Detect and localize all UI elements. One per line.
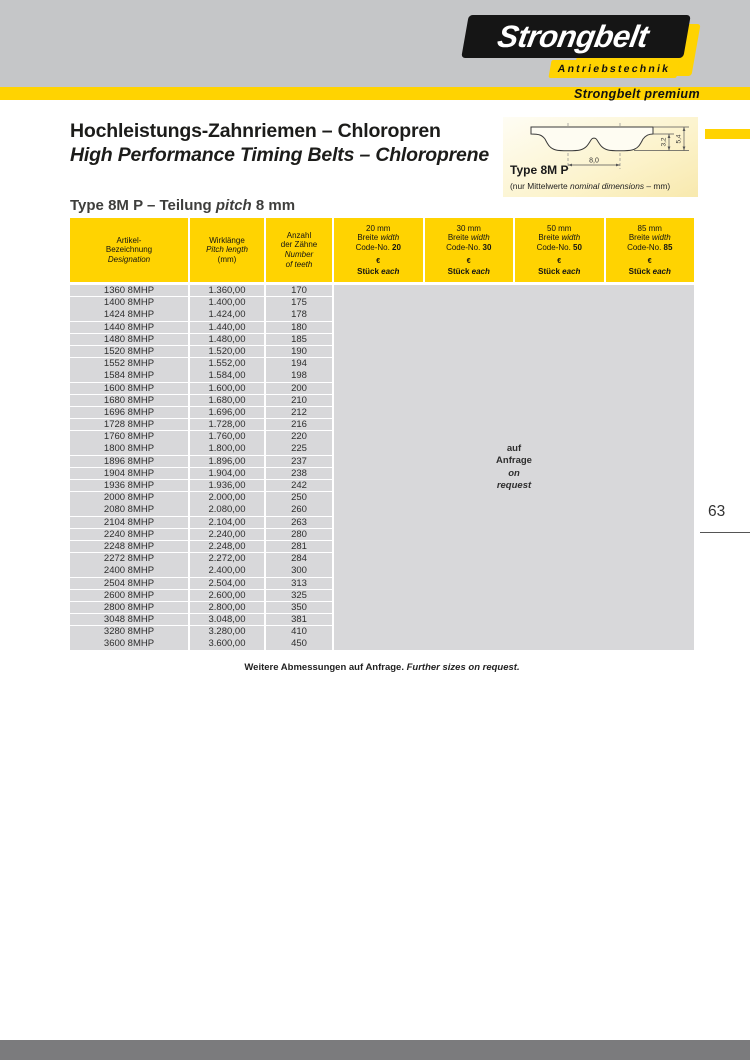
cell-pitch-length: 1.696,00 <box>190 407 264 418</box>
premium-banner <box>0 87 750 100</box>
cell-pitch-length: 1.896,00 <box>190 456 264 467</box>
belt-note-prefix: (nur Mittelwerte <box>510 181 571 191</box>
header-cell: 20 mm Breite width Code-No. 20 € Stück each <box>334 218 423 282</box>
cell-teeth: 410 <box>266 626 332 637</box>
footer-note-de: Weitere Abmessungen auf Anfrage. <box>244 662 407 673</box>
belt-note-suffix: – mm) <box>644 181 671 191</box>
header-band <box>0 0 750 88</box>
cell-pitch-length: 1.584,00 <box>190 370 264 381</box>
cell-designation: 1440 8MHP <box>70 322 188 333</box>
dim-total-height-label: 5,4 <box>675 134 683 144</box>
cell-pitch-length: 1.680,00 <box>190 395 264 406</box>
brand-logo <box>461 15 691 58</box>
section-heading-suffix: 8 mm <box>251 197 296 214</box>
price-table-body <box>70 285 694 651</box>
cell-teeth: 198 <box>266 370 332 381</box>
cell-pitch-length: 2.400,00 <box>190 565 264 576</box>
cell-designation: 1936 8MHP <box>70 480 188 491</box>
cell-designation: 2504 8MHP <box>70 578 188 589</box>
header-cell: Anzahl der Zähne Number of teeth <box>266 218 332 282</box>
cell-pitch-length: 1.552,00 <box>190 358 264 369</box>
header-cell: Artikel- Bezeichnung Designation <box>70 218 188 282</box>
cell-teeth: 200 <box>266 383 332 394</box>
premium-banner-text: Strongbelt premium <box>574 86 700 101</box>
cell-teeth: 450 <box>266 638 332 649</box>
cell-teeth: 300 <box>266 565 332 576</box>
cell-designation: 3048 8MHP <box>70 614 188 625</box>
header-cell: 85 mm Breite width Code-No. 85 € Stück each <box>606 218 695 282</box>
logo-subtitle-band <box>548 60 679 78</box>
page-number: 63 <box>708 503 726 520</box>
cell-teeth: 237 <box>266 456 332 467</box>
cell-pitch-length: 1.520,00 <box>190 346 264 357</box>
table-header-row <box>70 218 694 282</box>
cell-designation: 1400 8MHP <box>70 297 188 308</box>
cell-designation: 1896 8MHP <box>70 456 188 467</box>
header-cell: 50 mm Breite width Code-No. 50 € Stück each <box>515 218 604 282</box>
cell-pitch-length: 3.600,00 <box>190 638 264 649</box>
belt-note-italic: nominal dimensions <box>570 181 645 191</box>
cell-designation: 3600 8MHP <box>70 638 188 649</box>
cell-teeth: 190 <box>266 346 332 357</box>
header-cell: Wirklänge Pitch length (mm) <box>190 218 264 282</box>
cell-designation: 2600 8MHP <box>70 590 188 601</box>
cell-pitch-length: 2.272,00 <box>190 553 264 564</box>
cell-teeth: 250 <box>266 492 332 503</box>
cell-teeth: 185 <box>266 334 332 345</box>
cell-pitch-length: 1.904,00 <box>190 468 264 479</box>
cell-designation: 1696 8MHP <box>70 407 188 418</box>
cell-pitch-length: 3.280,00 <box>190 626 264 637</box>
cell-teeth: 238 <box>266 468 332 479</box>
cell-pitch-length: 2.104,00 <box>190 517 264 528</box>
belt-type-label: Type 8M P <box>510 163 569 177</box>
cell-designation: 1552 8MHP <box>70 358 188 369</box>
cell-designation: 1904 8MHP <box>70 468 188 479</box>
cell-designation: 2080 8MHP <box>70 504 188 515</box>
cell-teeth: 220 <box>266 431 332 442</box>
cell-pitch-length: 1.440,00 <box>190 322 264 333</box>
cell-pitch-length: 1.424,00 <box>190 309 264 320</box>
page-title-de: Hochleistungs-Zahnriemen – Chloropren <box>70 120 441 142</box>
dim-tooth-height-label: 3,2 <box>660 137 668 147</box>
cell-pitch-length: 1.728,00 <box>190 419 264 430</box>
cell-teeth: 263 <box>266 517 332 528</box>
cell-designation: 2400 8MHP <box>70 565 188 576</box>
cell-teeth: 210 <box>266 395 332 406</box>
cell-teeth: 170 <box>266 285 332 296</box>
section-heading-prefix: Type 8M P – Teilung <box>70 197 216 214</box>
cell-teeth: 175 <box>266 297 332 308</box>
section-heading-pitch: pitch <box>215 197 252 214</box>
cell-designation: 2800 8MHP <box>70 602 188 613</box>
cell-teeth: 325 <box>266 590 332 601</box>
cell-designation: 1520 8MHP <box>70 346 188 357</box>
cell-designation: 1584 8MHP <box>70 370 188 381</box>
cell-pitch-length: 2.000,00 <box>190 492 264 503</box>
cell-teeth: 313 <box>266 578 332 589</box>
cell-teeth: 350 <box>266 602 332 613</box>
cell-designation: 1800 8MHP <box>70 443 188 454</box>
cell-teeth: 212 <box>266 407 332 418</box>
cell-pitch-length: 1.360,00 <box>190 285 264 296</box>
cell-designation: 1600 8MHP <box>70 383 188 394</box>
cell-teeth: 381 <box>266 614 332 625</box>
section-heading <box>70 197 295 214</box>
cell-pitch-length: 2.248,00 <box>190 541 264 552</box>
cell-teeth: 280 <box>266 529 332 540</box>
page-number-rule <box>700 532 750 533</box>
cell-pitch-length: 1.760,00 <box>190 431 264 442</box>
cell-designation: 1760 8MHP <box>70 431 188 442</box>
cell-teeth: 225 <box>266 443 332 454</box>
cell-designation: 1728 8MHP <box>70 419 188 430</box>
on-request-block <box>334 285 694 650</box>
cell-designation: 1424 8MHP <box>70 309 188 320</box>
cell-pitch-length: 2.504,00 <box>190 578 264 589</box>
cell-designation: 1680 8MHP <box>70 395 188 406</box>
cell-teeth: 178 <box>266 309 332 320</box>
cell-pitch-length: 2.600,00 <box>190 590 264 601</box>
cell-teeth: 180 <box>266 322 332 333</box>
cell-designation: 2000 8MHP <box>70 492 188 503</box>
cell-designation: 2248 8MHP <box>70 541 188 552</box>
cell-pitch-length: 1.480,00 <box>190 334 264 345</box>
cell-designation: 1360 8MHP <box>70 285 188 296</box>
cell-teeth: 242 <box>266 480 332 491</box>
cell-teeth: 260 <box>266 504 332 515</box>
cell-teeth: 194 <box>266 358 332 369</box>
request-line-de2: Anfrage <box>496 455 532 466</box>
cell-pitch-length: 3.048,00 <box>190 614 264 625</box>
cell-designation: 2240 8MHP <box>70 529 188 540</box>
dim-pitch-label: 8,0 <box>589 157 599 165</box>
cell-designation: 2104 8MHP <box>70 517 188 528</box>
cell-pitch-length: 1.600,00 <box>190 383 264 394</box>
request-line-de1: auf <box>506 442 522 454</box>
cell-teeth: 284 <box>266 553 332 564</box>
cell-pitch-length: 1.936,00 <box>190 480 264 491</box>
cell-pitch-length: 1.800,00 <box>190 443 264 454</box>
request-line-en1: on <box>508 467 520 479</box>
logo-subtitle: Antriebstechnik <box>556 63 672 75</box>
footer-note-en: Further sizes on request. <box>406 662 520 673</box>
logo-text: Strongbelt <box>495 18 652 54</box>
footer-note <box>70 662 694 673</box>
page-title-en: High Performance Timing Belts – Chloroprene <box>70 144 490 166</box>
page-edge-tab <box>705 129 750 139</box>
cell-pitch-length: 2.800,00 <box>190 602 264 613</box>
cell-teeth: 216 <box>266 419 332 430</box>
cell-pitch-length: 2.240,00 <box>190 529 264 540</box>
cell-designation: 3280 8MHP <box>70 626 188 637</box>
bottom-band <box>0 1040 750 1060</box>
belt-box-note <box>510 181 670 191</box>
cell-pitch-length: 2.080,00 <box>190 504 264 515</box>
cell-pitch-length: 1.400,00 <box>190 297 264 308</box>
belt-profile-box <box>503 117 698 197</box>
header-cell: 30 mm Breite width Code-No. 30 € Stück each <box>425 218 514 282</box>
cell-designation: 1480 8MHP <box>70 334 188 345</box>
request-line-en2: request <box>496 480 532 491</box>
cell-designation: 2272 8MHP <box>70 553 188 564</box>
cell-teeth: 281 <box>266 541 332 552</box>
